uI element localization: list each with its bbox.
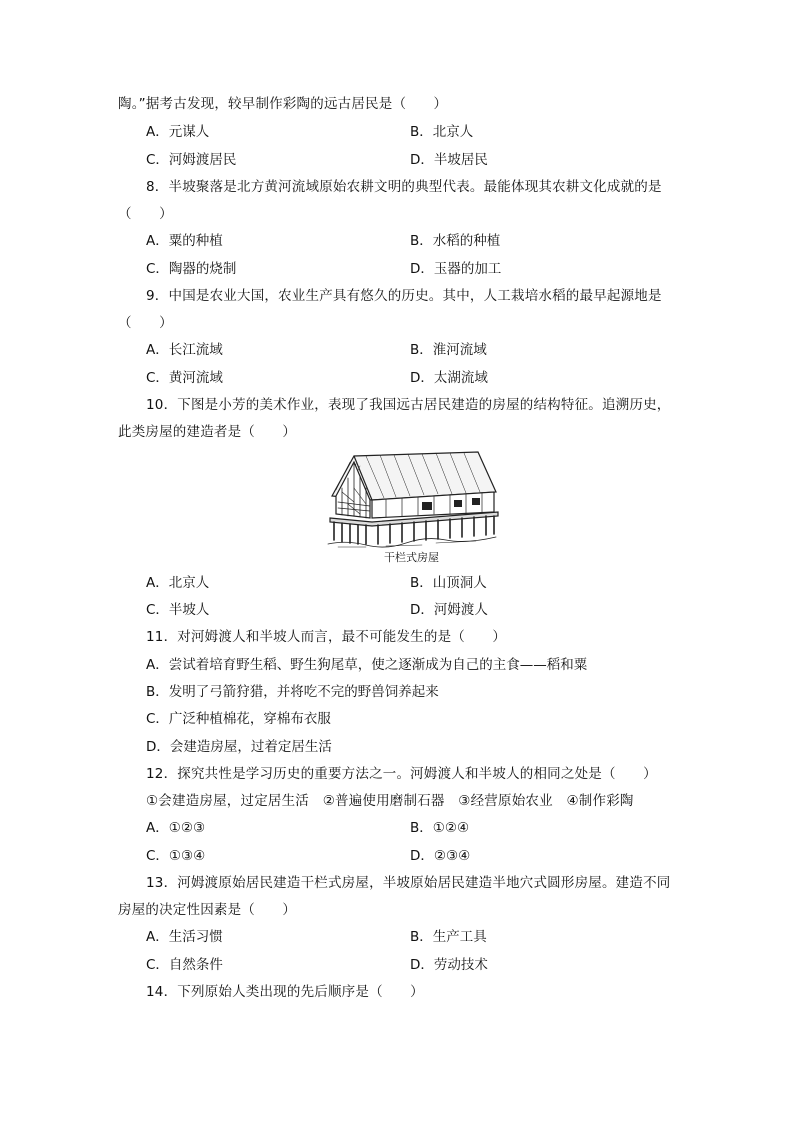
q9-option-a: A．长江流域 — [146, 342, 223, 358]
q13-stem-line2: 房屋的决定性因素是（ ） — [118, 902, 297, 918]
q12-option-c: C．①③④ — [146, 848, 206, 864]
q7-stem: 陶。”据考古发现，较早制作彩陶的远古居民是（ ） — [118, 96, 448, 112]
q12-option-a: A．①②③ — [146, 820, 206, 836]
q8-stem-line1: 8．半坡聚落是北方黄河流域原始农耕文明的典型代表。最能体现其农耕文化成就的是 — [146, 179, 662, 195]
q10-stem-line1: 10．下图是小芳的美术作业，表现了我国远古居民建造的房屋的结构特征。追溯历史， — [146, 397, 671, 413]
q9-option-d: D．太湖流域 — [410, 370, 488, 386]
q11-stem: 11．对河姆渡人和半坡人而言，最不可能发生的是（ ） — [146, 629, 507, 645]
figure-caption: 干栏式房屋 — [384, 551, 439, 564]
q10-option-a: A．北京人 — [146, 575, 210, 591]
q10-stem-line2: 此类房屋的建造者是（ ） — [118, 424, 297, 440]
q9-option-c: C．黄河流域 — [146, 370, 223, 386]
q8-stem-line2: （ ） — [118, 206, 173, 222]
q7-option-b: B．北京人 — [410, 124, 474, 140]
stilt-house-illustration — [326, 448, 500, 548]
q9-stem-line2: （ ） — [118, 315, 173, 331]
q9-option-b: B．淮河流域 — [410, 342, 487, 358]
q11-option-a: A．尝试着培育野生稻、野生狗尾草，使之逐渐成为自己的主食——稻和粟 — [146, 657, 588, 673]
q8-option-d: D．玉器的加工 — [410, 261, 502, 277]
q14-stem: 14．下列原始人类出现的先后顺序是（ ） — [146, 984, 424, 1000]
q10-option-d: D．河姆渡人 — [410, 602, 488, 618]
q12-option-b: B．①②④ — [410, 820, 470, 836]
q13-option-d: D．劳动技术 — [410, 957, 488, 973]
q9-stem-line1: 9．中国是农业大国，农业生产具有悠久的历史。其中，人工栽培水稻的最早起源地是 — [146, 288, 662, 304]
q10-option-c: C．半坡人 — [146, 602, 210, 618]
q11-option-c: C．广泛种植棉花，穿棉布衣服 — [146, 711, 331, 727]
q7-option-c: C．河姆渡居民 — [146, 152, 237, 168]
q8-option-c: C．陶器的烧制 — [146, 261, 237, 277]
q8-option-b: B．水稻的种植 — [410, 233, 501, 249]
q7-option-a: A．元谋人 — [146, 124, 210, 140]
q8-option-a: A．粟的种植 — [146, 233, 223, 249]
q12-stem: 12．探究共性是学习历史的重要方法之一。河姆渡人和半坡人的相同之处是（ ） — [146, 766, 657, 782]
q13-option-c: C．自然条件 — [146, 957, 223, 973]
q11-option-d: D．会建造房屋，过着定居生活 — [146, 739, 332, 755]
q13-stem-line1: 13．河姆渡原始居民建造干栏式房屋，半坡原始居民建造半地穴式圆形房屋。建造不同 — [146, 875, 671, 891]
q12-items: ①会建造房屋，过定居生活 ②普遍使用磨制石器 ③经营原始农业 ④制作彩陶 — [146, 793, 634, 809]
q13-option-b: B．生产工具 — [410, 929, 487, 945]
q11-option-b: B．发明了弓箭狩猎，并将吃不完的野兽饲养起来 — [146, 684, 439, 700]
q12-option-d: D．②③④ — [410, 848, 471, 864]
q13-option-a: A．生活习惯 — [146, 929, 223, 945]
q10-option-b: B．山顶洞人 — [410, 575, 487, 591]
q7-option-d: D．半坡居民 — [410, 152, 488, 168]
